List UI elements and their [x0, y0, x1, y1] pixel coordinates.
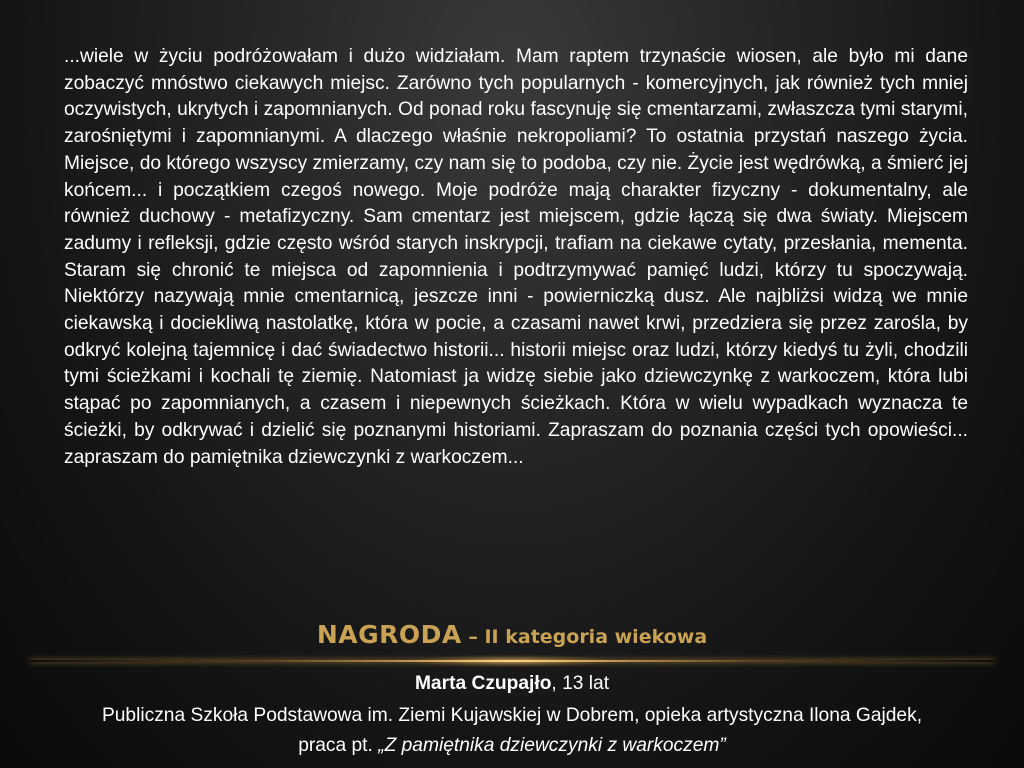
school-line: Publiczna Szkoła Podstawowa im. Ziemi Kujawskiej w Dobrem, opieka artystyczna Ilona Gajdek, [101, 705, 923, 726]
work-prefix: praca pt. [298, 735, 379, 756]
work-line [0, 735, 1024, 757]
award-title-main: NAGRODA [316, 620, 462, 649]
award-title-category: – II kategoria wiekowa [461, 626, 708, 648]
winner-age: , 13 lat [551, 673, 610, 694]
work-title: „Z pamiętnika dziewczynki z warkoczem” [378, 735, 726, 756]
decorative-divider [30, 660, 994, 662]
winner-line [0, 673, 1024, 695]
winner-name: Marta Czupajło [414, 673, 552, 694]
award-title [0, 620, 1024, 649]
body-paragraph: ...wiele w życiu podróżowałam i dużo widziałam. Mam raptem trzynaście wiosen, ale było mi dane zobaczyć mnóstwo ciekawych miejsc. Zarówno tych popularnych - komercyjnych, jak również tych mniej oczywistych, ukrytych i zapomnianych. Od ponad roku fascynuję się cmentarzami, zwłaszcza tymi starymi, zarośniętymi i zapomnianymi. A dlaczego właśnie nekropoliami? To ostatnia przystań naszego życia. Miejsce, do którego wszyscy zmierzamy, czy nam się to podoba, czy nie. Życie jest wędrówką, a śmierć jej końcem... i początkiem czegoś nowego. Moje podróże mają charakter fizyczny - dokumentalny, ale również duchowy - metafizyczny. Sam cmentarz jest miejscem, gdzie łączą się dwa światy. Miejscem zadumy i refleksji, gdzie często wśród starych inskrypcji, trafiam na ciekawe cytaty, przesłania, mementa. Staram się chronić te miejsca od zapomnienia i podtrzymywać pamięć ludzi, którzy tu spoczywają. Niektórzy nazywają mnie cmentarnicą, jeszcze inni - powierniczką dusz. Ale najbliżsi widzą we mnie ciekawską i dociekliwą nastolatkę, która w pocie, a czasami nawet krwi, przedziera się przez zarośla, by odkryć kolejną tajemnicę i dać świadectwo historii... historii miejsc oraz ludzi, którzy kiedyś tu żyli, chodzili tymi ścieżkami i kochali tę ziemię. Natomiast ja widzę siebie jako dziewczynkę z warkoczem, która lubi stąpać po zapomnianych, a czasem i niepewnych ścieżkach. Która w wielu wypadkach wyznacza te ścieżki, by odkrywać i dzielić się poznanymi historiami. Zapraszam do poznania części tych opowieści... zapraszam do pamiętnika dziewczynki z warkoczem... [64, 46, 968, 468]
